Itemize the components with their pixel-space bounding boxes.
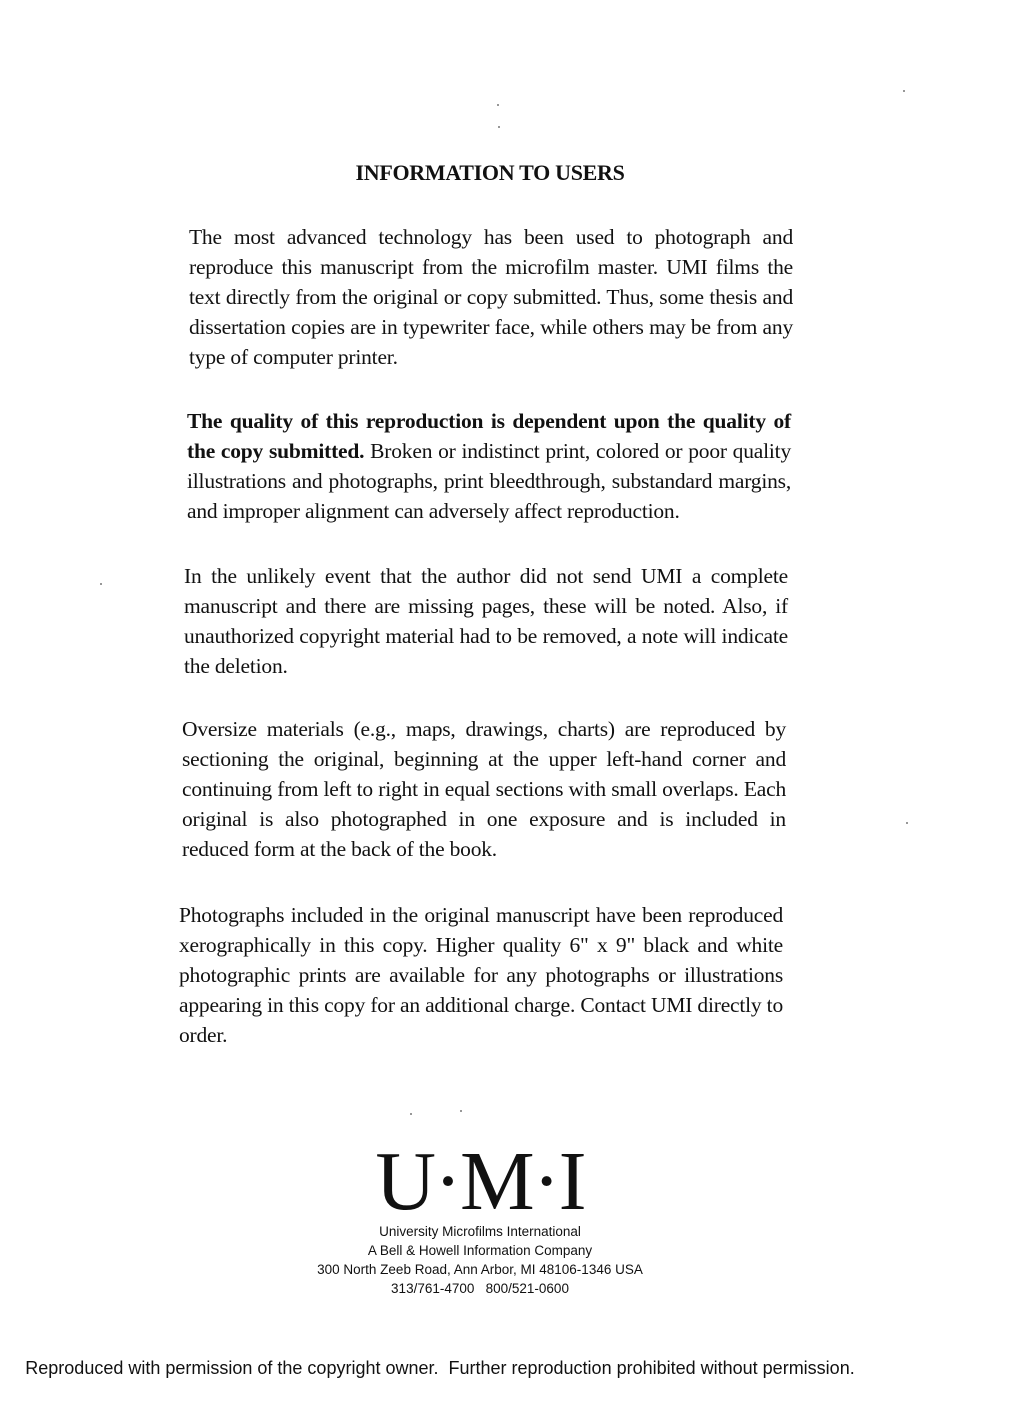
publisher-address: 300 North Zeeb Road, Ann Arbor, MI 48106-1346 USA — [317, 1262, 643, 1277]
scan-speck — [460, 1110, 462, 1112]
paragraph-quality-rest: Broken or indistinct print, colored or poor quality illustrations and photographs, print bleedthrough, substandard margins, and improper alignment can adversely affect reproduction. — [187, 439, 791, 523]
scan-speck — [100, 583, 102, 585]
copyright-footer: Reproduced with permission of the copyright owner. Further reproduction prohibited without permission. — [25, 1358, 855, 1378]
paragraph-missing-pages: In the unlikely event that the author did not send UMI a complete manuscript and there are missing pages, these will be noted. Also, if unauthorized copyright material had to be removed, a note will indicate the deletion. — [184, 564, 788, 678]
paragraph-technology: The most advanced technology has been used to photograph and reproduce this manuscript from the microfilm master. UMI films the text directly from the original or copy submitted. Thus, some thesis and dissertation copies are in typewriter face, while others may be from any type of computer printer. — [189, 225, 793, 369]
paragraph-quality-bold-lead: The quality of this reproduction is dependent upon the quality of the copy submitted. — [187, 409, 791, 463]
paragraph-photographs: Photographs included in the original manuscript have been reproduced xerographically in this copy. Higher quality 6" x 9" black and white photographic prints are available for any photographs or illustrations appearing in this copy for an additional charge. Contact UMI directly to order. — [179, 903, 783, 1047]
scan-speck — [903, 90, 905, 92]
paragraph-quality — [187, 406, 791, 526]
publisher-name: University Microfilms International — [379, 1224, 581, 1239]
publisher-company: A Bell & Howell Information Company — [367, 1243, 593, 1258]
umi-logo: U·M·I — [375, 1135, 585, 1228]
publisher-imprint — [0, 1222, 960, 1298]
scan-speck — [498, 126, 500, 128]
scan-speck — [906, 822, 908, 824]
scan-speck — [410, 1113, 412, 1115]
scan-speck — [497, 104, 499, 106]
paragraph-oversize-materials: Oversize materials (e.g., maps, drawings, charts) are reproduced by sectioning the original, beginning at the upper left-hand corner and continuing from left to right in equal sections with small overlaps. Each original is also photographed in one exposure and is included in reduced form at the back of the book. — [182, 717, 786, 861]
publisher-phones: 313/761-4700 800/521-0600 — [391, 1281, 569, 1296]
page-title: INFORMATION TO USERS — [355, 160, 625, 185]
